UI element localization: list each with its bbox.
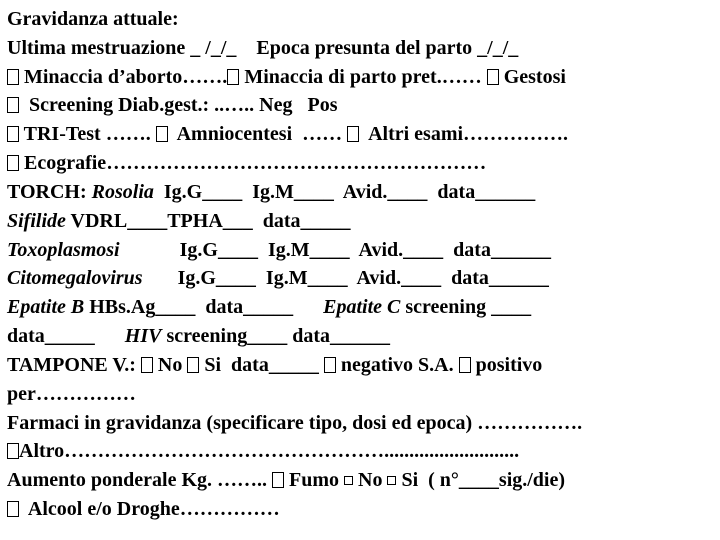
checkbox-icon[interactable] bbox=[7, 69, 19, 85]
smoking-no-label: No bbox=[358, 469, 388, 491]
threat-abortion-label: Minaccia d’aborto……. bbox=[24, 66, 228, 88]
rubella-label: Rosolia bbox=[91, 181, 154, 203]
hepatitis-line bbox=[7, 294, 531, 320]
checkbox-icon[interactable] bbox=[487, 69, 499, 85]
checkbox-icon[interactable] bbox=[7, 443, 19, 459]
medications-line[interactable]: Farmaci in gravidanza (specificare tipo, dosi ed epoca) ……………. bbox=[7, 412, 583, 434]
cmv-fields[interactable]: Ig.G____ Ig.M____ Avid.____ data______ bbox=[142, 267, 549, 289]
weight-smoking-line bbox=[7, 467, 565, 493]
checkbox-icon[interactable] bbox=[227, 69, 239, 85]
swab-negative-label: negativo S.A. bbox=[340, 354, 459, 376]
swab-label: TAMPONE V.: bbox=[7, 354, 141, 376]
threat-preterm-label: Minaccia di parto pret.…… bbox=[244, 66, 482, 88]
checkbox-icon[interactable] bbox=[7, 155, 19, 171]
hepatitis-c-fields[interactable]: screening ____ bbox=[400, 296, 532, 318]
torch-line bbox=[7, 179, 535, 205]
toxoplasmosis-label: Toxoplasmosi bbox=[7, 239, 120, 261]
hiv-fields[interactable]: screening____ data______ bbox=[161, 325, 390, 347]
diabetes-screening-label: Screening Diab.gest.: ..….. Neg Pos bbox=[29, 94, 338, 116]
checkbox-icon[interactable] bbox=[347, 126, 359, 142]
swab-reason-line[interactable]: per…………… bbox=[7, 383, 136, 405]
checkbox-icon[interactable] bbox=[7, 501, 19, 517]
smoking-yes-label: Si ( n°____sig./die) bbox=[401, 469, 566, 491]
swab-line bbox=[7, 352, 542, 378]
alcohol-drugs-line bbox=[7, 496, 280, 522]
checkbox-icon[interactable] bbox=[156, 126, 168, 142]
hepatitis-b-fields[interactable]: HBs.Ag____ data_____ bbox=[84, 296, 324, 318]
syphilis-fields[interactable]: VDRL____TPHA___ data_____ bbox=[65, 210, 351, 232]
dates-line bbox=[7, 35, 518, 61]
due-date-field[interactable]: Epoca presunta del parto _/_/_ bbox=[256, 37, 519, 59]
toxoplasmosis-fields[interactable]: Ig.G____ Ig.M____ Avid.____ data______ bbox=[119, 239, 551, 261]
section-heading: Gravidanza attuale: bbox=[7, 8, 179, 30]
tri-test-label: TRI-Test ……. bbox=[23, 123, 156, 145]
smoking-label: Fumo bbox=[284, 469, 344, 491]
syphilis-label: Sifilide bbox=[7, 210, 66, 232]
checkbox-icon[interactable] bbox=[141, 357, 153, 373]
other-label[interactable]: Altro…………………………………………........................... bbox=[19, 440, 520, 462]
hepatitis-b-label: Epatite B bbox=[7, 296, 85, 318]
other-line bbox=[7, 438, 519, 464]
threats-line bbox=[7, 64, 566, 90]
other-tests-label: Altri esami……………. bbox=[368, 123, 569, 145]
checkbox-icon[interactable] bbox=[324, 357, 336, 373]
ultrasound-label: Ecografie………………………………………………… bbox=[24, 152, 487, 174]
hepatitis-c-date-field[interactable]: data_____ bbox=[7, 325, 125, 347]
small-checkbox-icon[interactable] bbox=[344, 476, 353, 485]
swab-yes-label: Si data_____ bbox=[204, 354, 324, 376]
ultrasound-line bbox=[7, 150, 486, 176]
checkbox-icon[interactable] bbox=[272, 472, 284, 488]
weight-gain-field[interactable]: Aumento ponderale Kg. …….. bbox=[7, 469, 272, 491]
toxoplasmosis-line bbox=[7, 237, 551, 263]
last-menstruation-field[interactable]: Ultima mestruazione _ /_/_ bbox=[7, 37, 237, 59]
checkbox-icon[interactable] bbox=[7, 126, 19, 142]
alcohol-drugs-label[interactable]: Alcool e/o Droghe…………… bbox=[24, 498, 280, 520]
checkbox-icon[interactable] bbox=[459, 357, 471, 373]
cmv-line bbox=[7, 265, 549, 291]
amniocentesis-label: Amniocentesi …… bbox=[176, 123, 343, 145]
diabetes-screening-line bbox=[7, 92, 338, 118]
hiv-label: HIV bbox=[124, 325, 162, 347]
checkbox-icon[interactable] bbox=[187, 357, 199, 373]
swab-positive-label: positivo bbox=[475, 354, 543, 376]
hepatitis-c-label: Epatite C bbox=[323, 296, 401, 318]
syphilis-line bbox=[7, 208, 351, 234]
cmv-label: Citomegalovirus bbox=[7, 267, 143, 289]
torch-label: TORCH: bbox=[7, 181, 92, 203]
swab-no-label: No bbox=[157, 354, 188, 376]
small-checkbox-icon[interactable] bbox=[387, 476, 396, 485]
hiv-line bbox=[7, 323, 390, 349]
checkbox-icon[interactable] bbox=[7, 97, 19, 113]
tests-line bbox=[7, 121, 568, 147]
gestosis-label: Gestosi bbox=[503, 66, 566, 88]
rubella-fields[interactable]: Ig.G____ Ig.M____ Avid.____ data______ bbox=[153, 181, 536, 203]
